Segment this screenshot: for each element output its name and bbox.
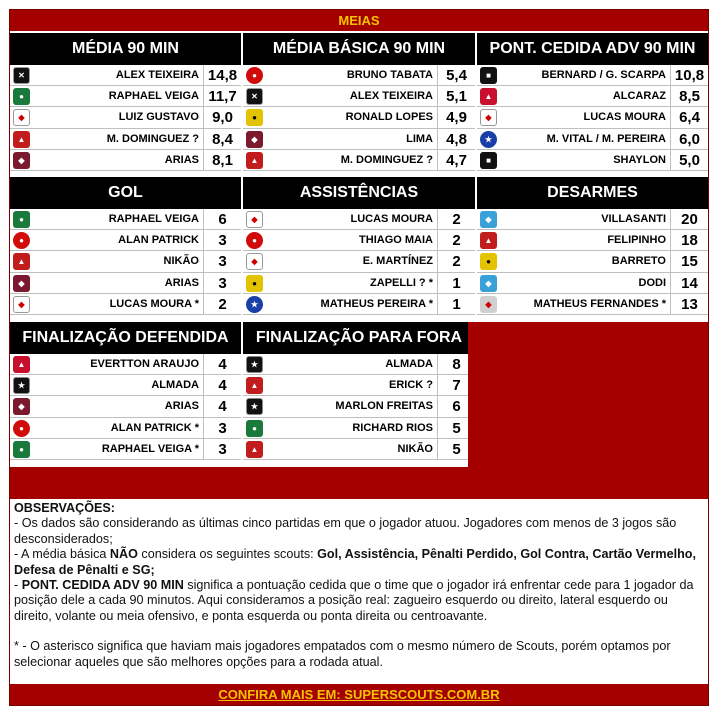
player-name: DODI	[638, 276, 666, 289]
bragantino-crest-icon: ●	[246, 109, 263, 126]
player-name: ZAPELLI ? *	[370, 276, 433, 289]
player-name: THIAGO MAIA	[359, 234, 433, 247]
observation-item: * - O asterisco significa que haviam mais jogadores empatados com o mesmo número de Scouts, porém optamos por selecionar aqueles que são melhores opções para a rodada atual.	[14, 639, 671, 669]
fluminense-crest-icon: ◆	[13, 275, 30, 292]
panel-media-90	[10, 33, 241, 171]
player-row	[10, 107, 241, 128]
player-row	[477, 150, 708, 171]
athletico-crest-icon: ▲	[246, 377, 263, 394]
player-row	[10, 86, 241, 107]
player-value: 3	[203, 251, 241, 272]
player-value: 8,4	[203, 129, 241, 150]
panel-title: FINALIZAÇÃO PARA FORA	[243, 322, 475, 354]
player-name: LUCAS MOURA	[350, 213, 433, 225]
gremio-crest-icon: ◆	[480, 275, 497, 292]
player-row	[477, 209, 708, 230]
player-name: RONALD LOPES	[345, 111, 433, 124]
palmeiras-crest-icon: ●	[13, 441, 30, 458]
player-name: M. DOMINGUEZ ?	[340, 153, 433, 166]
player-value: 5,1	[437, 86, 475, 107]
player-name: NIKÃO	[397, 442, 433, 455]
panel-title: MÉDIA 90 MIN	[10, 33, 241, 65]
fluminense-crest-icon: ◆	[13, 152, 30, 169]
player-row	[477, 230, 708, 251]
player-value: 1	[437, 273, 475, 294]
player-name: ARIAS	[164, 276, 199, 289]
palmeiras-crest-icon: ●	[13, 211, 30, 228]
player-value: 3	[203, 439, 241, 460]
player-row	[243, 273, 475, 294]
player-value: 5,4	[437, 65, 475, 86]
internacional-crest-icon: ●	[246, 67, 263, 84]
panel-title: FINALIZAÇÃO DEFENDIDA	[10, 322, 241, 354]
player-name: BARRETO	[611, 255, 666, 268]
player-name: LUCAS MOURA	[583, 111, 666, 124]
sao-paulo-crest-icon: ◆	[480, 109, 497, 126]
player-row	[10, 150, 241, 171]
player-row	[10, 375, 241, 396]
player-row	[10, 418, 241, 439]
red-bull-bragantino-crest-icon: ◆	[480, 296, 497, 313]
player-row	[477, 86, 708, 107]
observation-item: - PONT. CEDIDA ADV 90 MIN significa a pontuação cedida que o time que o jogador irá enfrentar cede para 1 jogador da posição dele a cada 90 minutos. Aqui consideramos a posição real: zagueiro esquerdo ou direito, lateral esquerdo ou direito, volante ou meia ofensivo, e ponta esquerda ou ponta direita ou centroavante.	[14, 578, 694, 623]
player-row	[243, 65, 475, 86]
player-value: 20	[670, 209, 708, 230]
player-value: 2	[437, 209, 475, 230]
player-value: 8,5	[670, 86, 708, 107]
player-row	[243, 354, 475, 375]
panel-gol	[10, 177, 241, 315]
player-name: LIMA	[406, 132, 433, 145]
observations	[10, 499, 708, 670]
player-row	[10, 439, 241, 460]
player-name: RAPHAEL VEIGA	[108, 213, 199, 225]
player-name: LUIZ GUSTAVO	[118, 111, 199, 124]
player-value: 4,9	[437, 107, 475, 128]
athletico-crest-icon: ▲	[13, 131, 30, 148]
player-value: 14	[670, 273, 708, 294]
player-row	[10, 65, 241, 86]
fluminense-crest-icon: ◆	[13, 398, 30, 415]
player-row	[243, 150, 475, 171]
botafogo-crest-icon: ★	[246, 356, 263, 373]
player-value: 2	[437, 230, 475, 251]
vasco-crest-icon: ✕	[246, 88, 263, 105]
player-value: 6,0	[670, 129, 708, 150]
player-row	[243, 230, 475, 251]
panel-title: PONT. CEDIDA ADV 90 MIN	[477, 33, 708, 65]
player-row	[243, 396, 475, 417]
panel-finalizacao-defendida	[10, 322, 241, 460]
player-row	[243, 86, 475, 107]
player-name: MARLON FREITAS	[335, 400, 433, 413]
player-row	[10, 294, 241, 315]
flamengo-crest-icon: ▲	[13, 356, 30, 373]
player-value: 8	[437, 354, 475, 375]
player-row	[477, 107, 708, 128]
bragantino-crest-icon: ●	[480, 253, 497, 270]
observations-title: OBSERVAÇÕES:	[14, 501, 116, 515]
player-value: 4	[203, 354, 241, 375]
player-value: 3	[203, 273, 241, 294]
player-name: VILLASANTI	[601, 213, 666, 225]
sao-paulo-crest-icon: ◆	[246, 253, 263, 270]
panel-title: DESARMES	[477, 177, 708, 209]
vasco-crest-icon: ✕	[13, 67, 30, 84]
gremio-crest-icon: ◆	[480, 211, 497, 228]
player-value: 4,8	[437, 129, 475, 150]
player-value: 5,0	[670, 150, 708, 171]
internacional-crest-icon: ●	[246, 232, 263, 249]
player-value: 2	[203, 294, 241, 315]
observation-item: - A média básica NÃO considera os seguintes scouts: Gol, Assistência, Pênalti Perdido, Gol Contra, Cartão Vermelho, Defesa de Pênalti e SG;	[14, 547, 696, 577]
panel-title: MÉDIA BÁSICA 90 MIN	[243, 33, 475, 65]
player-row	[243, 418, 475, 439]
position-header: MEIAS	[10, 10, 708, 31]
fluminense-crest-icon: ◆	[246, 131, 263, 148]
flamengo-crest-icon: ▲	[480, 88, 497, 105]
player-value: 5	[437, 418, 475, 439]
player-row	[243, 129, 475, 150]
player-name: EVERTTON ARAUJO	[90, 358, 199, 370]
bragantino-crest-icon: ●	[246, 275, 263, 292]
athletico-crest-icon: ▲	[13, 253, 30, 270]
player-value: 15	[670, 251, 708, 272]
athletico-crest-icon: ▲	[246, 152, 263, 169]
player-name: ALEX TEIXEIRA	[115, 69, 199, 81]
player-row	[243, 439, 475, 460]
player-value: 8,1	[203, 150, 241, 171]
player-row	[477, 65, 708, 86]
player-row	[10, 230, 241, 251]
player-name: ARIAS	[164, 400, 199, 413]
player-value: 6	[203, 209, 241, 230]
player-row	[243, 209, 475, 230]
player-value: 9,0	[203, 107, 241, 128]
player-row	[10, 396, 241, 417]
panel-assistencias	[243, 177, 475, 315]
player-row	[10, 129, 241, 150]
player-name: BERNARD / G. SCARPA	[541, 69, 666, 81]
internacional-crest-icon: ●	[13, 232, 30, 249]
player-name: ALCARAZ	[612, 90, 666, 103]
panel-media-basica	[243, 33, 475, 171]
panel-title: GOL	[10, 177, 241, 209]
player-value: 13	[670, 294, 708, 315]
red-filler-block	[468, 322, 708, 467]
player-name: ALMADA	[151, 379, 199, 392]
player-row	[243, 107, 475, 128]
player-value: 4	[203, 375, 241, 396]
player-name: RAPHAEL VEIGA *	[101, 442, 199, 455]
player-value: 14,8	[203, 65, 241, 86]
red-divider-band	[10, 467, 708, 499]
player-name: RICHARD RIOS	[352, 421, 433, 434]
player-row	[243, 251, 475, 272]
player-value: 1	[437, 294, 475, 315]
player-name: ARIAS	[164, 153, 199, 166]
sao-paulo-crest-icon: ◆	[246, 211, 263, 228]
panel-desarmes	[477, 177, 708, 315]
player-name: ALAN PATRICK	[118, 234, 199, 247]
player-value: 6,4	[670, 107, 708, 128]
sao-paulo-crest-icon: ◆	[13, 109, 30, 126]
player-value: 3	[203, 418, 241, 439]
player-value: 4,7	[437, 150, 475, 171]
panel-finalizacao-fora	[243, 322, 475, 460]
player-value: 7	[437, 375, 475, 396]
player-name: BRUNO TABATA	[346, 69, 433, 81]
player-name: M. DOMINGUEZ ?	[106, 132, 199, 145]
player-row	[477, 273, 708, 294]
player-name: E. MARTÍNEZ	[362, 255, 433, 268]
palmeiras-crest-icon: ●	[13, 88, 30, 105]
panel-title: ASSISTÊNCIAS	[243, 177, 475, 209]
internacional-crest-icon: ●	[13, 420, 30, 437]
cruzeiro-crest-icon: ★	[480, 131, 497, 148]
cruzeiro-crest-icon: ★	[246, 296, 263, 313]
player-value: 18	[670, 230, 708, 251]
player-value: 3	[203, 230, 241, 251]
player-value: 5	[437, 439, 475, 460]
player-name: ERICK ?	[389, 379, 433, 392]
player-name: RAPHAEL VEIGA	[108, 90, 199, 103]
player-name: LUCAS MOURA *	[109, 297, 199, 310]
player-name: ALEX TEIXEIRA	[349, 90, 433, 103]
panel-pont-cedida	[477, 33, 708, 171]
player-row	[243, 294, 475, 315]
scouts-infographic	[9, 9, 709, 706]
site-link[interactable]: CONFIRA MAIS EM: SUPERSCOUTS.COM.BR	[10, 684, 708, 705]
palmeiras-crest-icon: ●	[246, 420, 263, 437]
botafogo-crest-icon: ★	[13, 377, 30, 394]
player-name: M. VITAL / M. PEREIRA	[546, 132, 666, 145]
player-name: ALAN PATRICK *	[110, 421, 199, 434]
player-row	[10, 354, 241, 375]
player-row	[477, 251, 708, 272]
player-row	[477, 294, 708, 315]
player-row	[10, 251, 241, 272]
player-value: 11,7	[203, 86, 241, 107]
player-row	[10, 273, 241, 294]
player-value: 6	[437, 396, 475, 417]
athletico-crest-icon: ▲	[480, 232, 497, 249]
botafogo-crest-icon: ★	[246, 398, 263, 415]
atletico-mg-crest-icon: ■	[480, 67, 497, 84]
player-name: SHAYLON	[613, 153, 666, 166]
athletico-crest-icon: ▲	[246, 441, 263, 458]
observation-item: - Os dados são considerando as últimas cinco partidas em que o jogador atuou. Jogadores com menos de 3 jogos são desconsiderados;	[14, 516, 677, 546]
player-name: NIKÃO	[163, 255, 199, 268]
player-name: FELIPINHO	[607, 234, 666, 247]
player-row	[477, 129, 708, 150]
sao-paulo-crest-icon: ◆	[13, 296, 30, 313]
atletico-mg-crest-icon: ■	[480, 152, 497, 169]
player-name: ALMADA	[385, 358, 433, 370]
player-row	[243, 375, 475, 396]
player-value: 10,8	[670, 65, 708, 86]
player-value: 4	[203, 396, 241, 417]
player-value: 2	[437, 251, 475, 272]
player-name: MATHEUS FERNANDES *	[533, 297, 666, 310]
player-row	[10, 209, 241, 230]
player-name: MATHEUS PEREIRA *	[320, 297, 433, 310]
